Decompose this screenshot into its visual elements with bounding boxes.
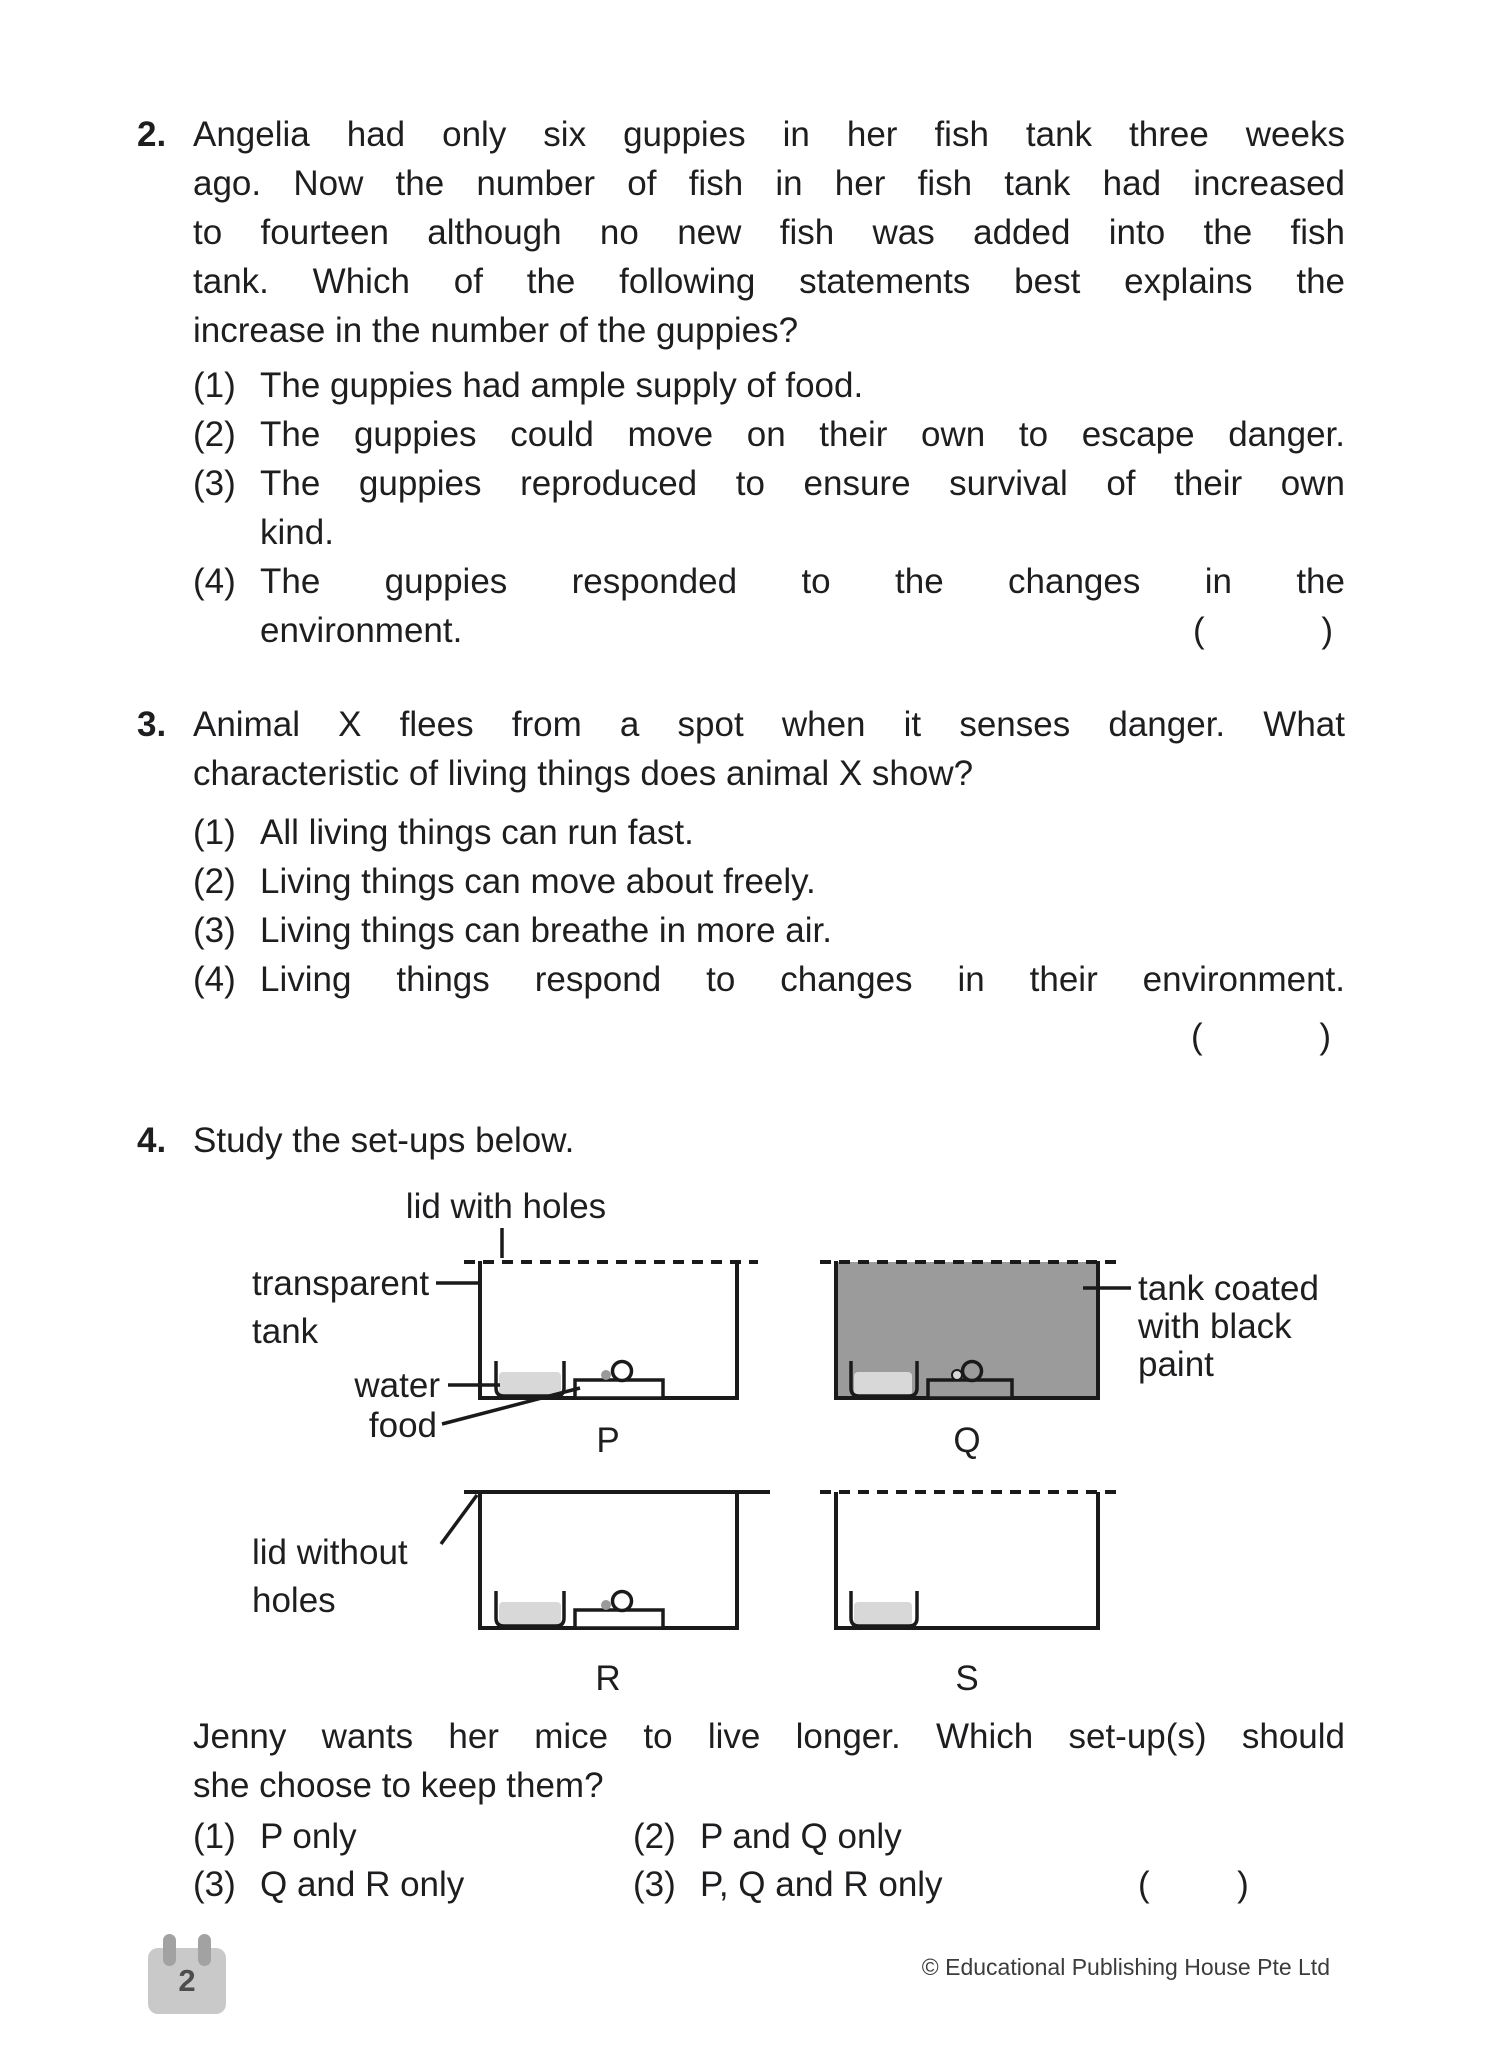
stem-line: Animal X flees from a spot when it senses danger. What: [193, 705, 1345, 744]
option-number: (2): [193, 415, 236, 454]
tank-r-label: R: [595, 1659, 621, 1698]
option-text: Q and R only: [260, 1865, 465, 1904]
food-pellet: [963, 1362, 982, 1381]
question-2-option-1: [137, 361, 1345, 410]
question-3-option-1: [137, 808, 1345, 857]
water-in-dish: [854, 1372, 912, 1396]
option-number: (1): [193, 813, 236, 852]
option-number: (4): [193, 960, 236, 999]
page-number-badge: [148, 1948, 226, 2014]
stem-line: to fourteen although no new fish was added into the fish: [193, 213, 1345, 252]
lid-without-holes-label: lid without: [252, 1533, 408, 1572]
question-2: [137, 110, 1345, 655]
tank-p: [464, 1261, 758, 1460]
question-3: [137, 700, 1345, 1061]
option-text: The guppies responded to the changes in the: [260, 562, 1345, 601]
option-number: (1): [193, 1817, 236, 1856]
option-number: (1): [193, 366, 236, 405]
stem-line: Angelia had only six guppies in her fish tank three weeks: [193, 115, 1345, 154]
option-last-line: [260, 606, 1345, 655]
question-3-number: 3.: [137, 705, 167, 744]
option-number: (3): [193, 911, 236, 950]
option-text: Living things can breathe in more air.: [260, 911, 832, 950]
question-2-stem-row: [137, 110, 1345, 355]
question-3-answer-line: [137, 1012, 1345, 1061]
option-number: (3): [633, 1865, 676, 1904]
question-2-option-2: [137, 410, 1345, 459]
food-plate: [928, 1380, 1012, 1398]
option-text: P, Q and R only: [700, 1865, 943, 1904]
answer-brackets: ( ): [1193, 611, 1333, 650]
food-pellet: [601, 1370, 611, 1380]
transparent-tank-label: tank: [252, 1312, 319, 1351]
question-2-stem: [193, 110, 1345, 355]
option-text: kind.: [260, 513, 334, 552]
question-3-option-2: [137, 857, 1345, 906]
option-number: (2): [193, 862, 236, 901]
food-pellet: [613, 1362, 632, 1381]
lid-without-holes-leader-line: [441, 1495, 477, 1544]
question-3-stem-row: [137, 700, 1345, 798]
option-text: The guppies had ample supply of food.: [260, 366, 864, 405]
setups-diagram: [190, 1140, 1400, 1700]
option-number: (4): [193, 562, 236, 601]
question-3-option-3: [137, 906, 1345, 955]
question-4-number: 4.: [137, 1121, 167, 1160]
stem-line: increase in the number of the guppies?: [193, 311, 799, 350]
tank-q: [820, 1261, 1119, 1460]
option-text: Living things can move about freely.: [260, 862, 816, 901]
water-in-dish: [499, 1602, 561, 1626]
tank-p-label: P: [596, 1421, 620, 1460]
tank-coated-label: with black: [1138, 1307, 1292, 1346]
question-2-option-3: [137, 459, 1345, 557]
food-label: food: [368, 1406, 437, 1445]
option-text: environment.: [260, 611, 463, 650]
question-4-text: [193, 1712, 1345, 1810]
question-line: she choose to keep them?: [193, 1766, 604, 1805]
answer-brackets: ( ): [1191, 1017, 1331, 1056]
tank-q-label: Q: [953, 1421, 981, 1460]
question-4-options: [193, 1812, 1345, 1908]
option-number: (3): [193, 464, 236, 503]
option-number: (2): [633, 1817, 676, 1856]
question-3-option-4: [137, 955, 1345, 1004]
water-in-dish: [854, 1602, 912, 1626]
option-text: The guppies could move on their own to escape danger.: [260, 415, 1345, 454]
option-text: P and Q only: [700, 1817, 902, 1856]
option-number: (3): [193, 1865, 236, 1904]
stem-line: tank. Which of the following statements best explains the: [193, 262, 1345, 301]
question-4-heading-text: Study the set-ups below.: [193, 1121, 575, 1160]
copyright-notice: © Educational Publishing House Pte Ltd: [921, 1954, 1330, 1980]
question-2-number: 2.: [137, 115, 167, 154]
tank-s-label: S: [955, 1659, 979, 1698]
food-plate: [575, 1610, 663, 1628]
food-pellet: [952, 1370, 962, 1380]
stem-line: ago. Now the number of fish in her fish tank had increased: [193, 164, 1345, 203]
page-number: 2: [178, 1963, 196, 1998]
water-label: water: [354, 1366, 440, 1405]
tank-coated-label: tank coated: [1138, 1269, 1319, 1308]
food-pellet: [613, 1592, 632, 1611]
tank-coated-label: paint: [1138, 1345, 1214, 1384]
option-text: The guppies reproduced to ensure survival of their own: [260, 464, 1345, 503]
answer-brackets: ( ): [1138, 1865, 1249, 1904]
food-pellet: [601, 1600, 611, 1610]
stem-line: characteristic of living things does animal X show?: [193, 754, 974, 793]
option-text: P only: [260, 1817, 357, 1856]
option-text: All living things can run fast.: [260, 813, 694, 852]
option-text: Living things respond to changes in their environment.: [260, 960, 1345, 999]
food-plate: [575, 1380, 663, 1398]
question-3-stem: [193, 700, 1345, 798]
tank-s: [820, 1492, 1119, 1698]
question-line: Jenny wants her mice to live longer. Which set-up(s) should: [193, 1717, 1345, 1756]
lid-without-holes-label: holes: [252, 1581, 336, 1620]
lid-with-holes-label: lid with holes: [405, 1187, 607, 1226]
water-in-dish: [499, 1372, 561, 1396]
question-4-options-row-1: [193, 1812, 1345, 1860]
tank-r: [464, 1492, 770, 1698]
question-2-option-4: [137, 557, 1345, 655]
transparent-tank-label: transparent: [252, 1264, 430, 1303]
